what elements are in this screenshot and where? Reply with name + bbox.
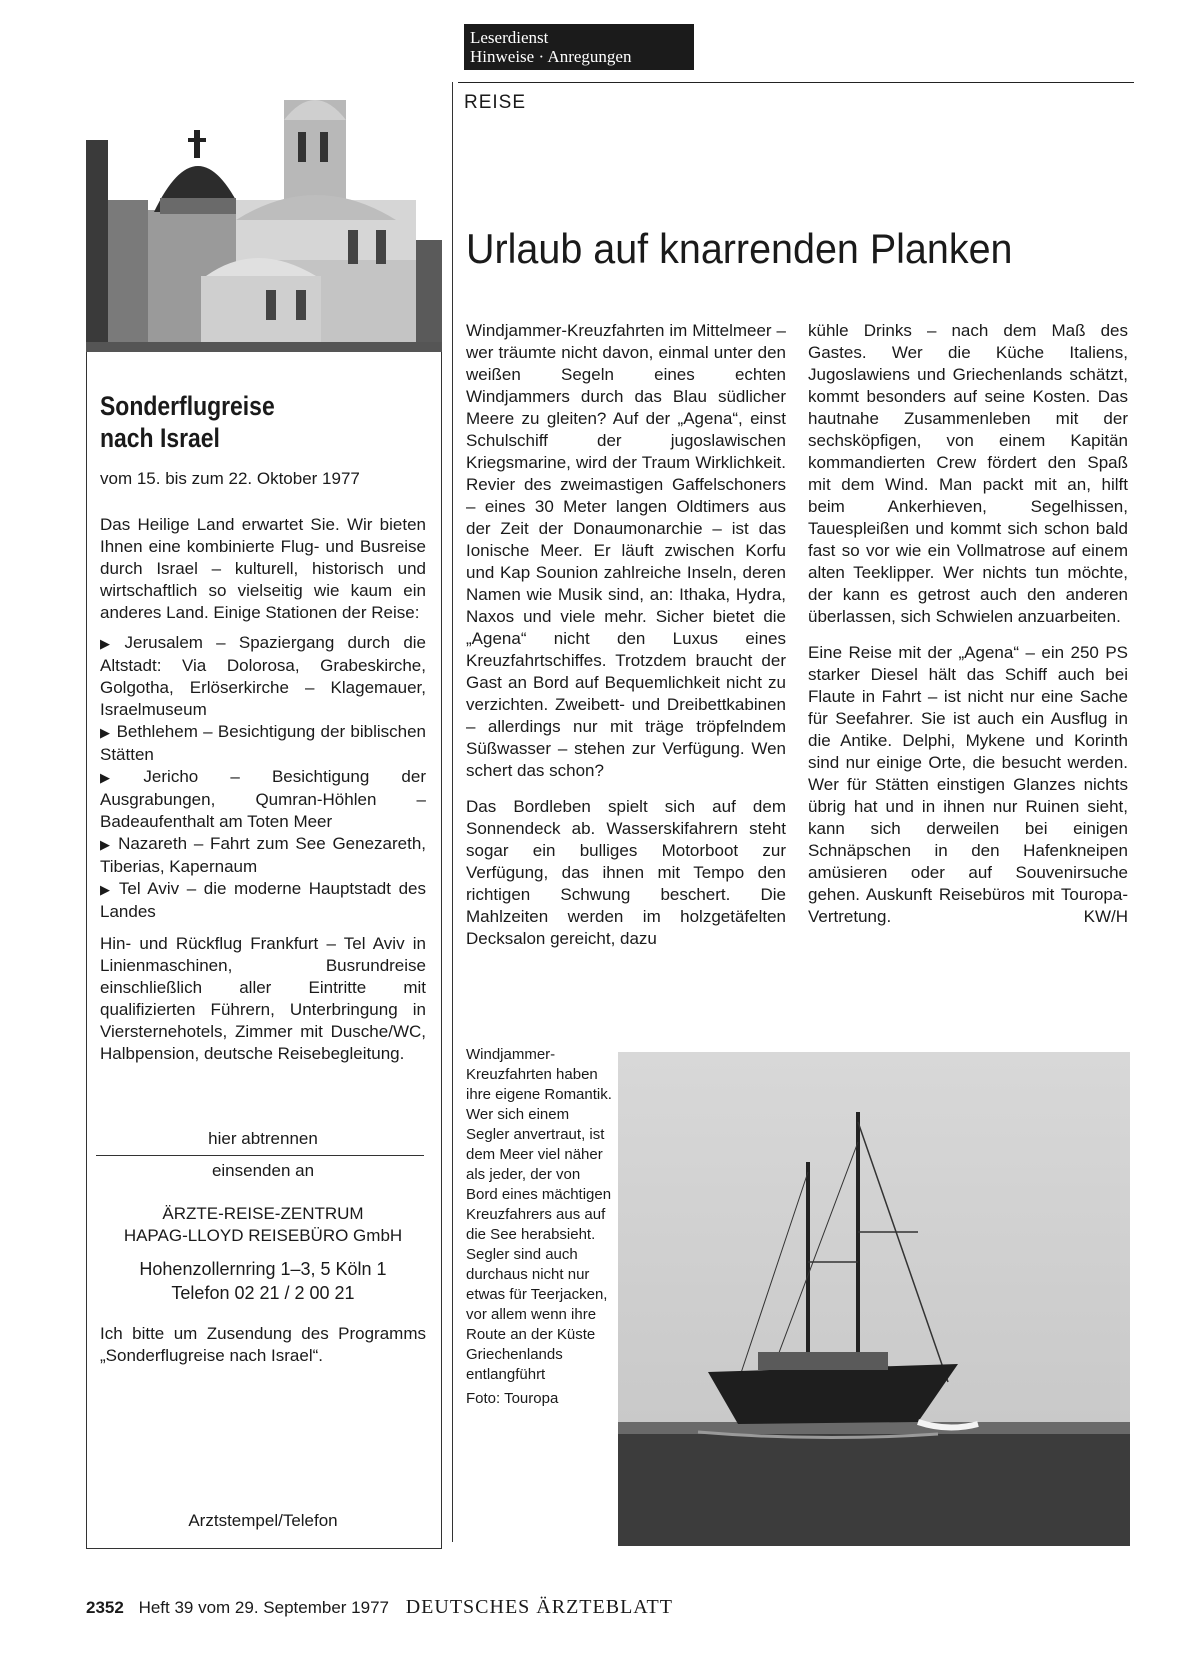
article-paragraph: Eine Reise mit der „Agena“ – ein 250 PS starker Diesel hält das Schiff auch bei Flaute in Fahrt – ist nicht nur eine Sache für Seefahrer. Sie ist auch ein Ausflug in die Antike. Delphi, Mykene und Korinth sind nur einige Orte, die besucht werden. Wer für Stätten einstigen Glanzes nichts übrig hat und in ihnen nur Ruinen sieht, kann sich derweilen bei einigen Schnäpschen in den Hafenkneipen amüsieren oder auf Souvenirsuche gehen. Auskunft Reisebüros mit Touropa-Vertretung. KW/H bbox=[808, 643, 1128, 926]
sidebar-title-line-1: Sonderflugreise bbox=[100, 391, 275, 421]
top-rule bbox=[458, 82, 1134, 83]
issue-info: Heft 39 vom 29. September 1977 bbox=[138, 1598, 389, 1617]
organization-name bbox=[100, 1203, 426, 1247]
send-to-label: einsenden an bbox=[211, 1161, 315, 1180]
author-signature: KW/H bbox=[1083, 907, 1128, 926]
sidebar-title bbox=[100, 390, 381, 454]
station-item: ▶ Bethlehem – Besichtigung der biblischen Stätten bbox=[100, 722, 427, 764]
label-line-2: Hinweise · Anregungen bbox=[470, 47, 632, 66]
station-item: ▶ Nazareth – Fahrt zum See Genezareth, Tiberias, Kapernaum bbox=[100, 834, 426, 876]
coupon-border-left bbox=[86, 352, 87, 1548]
coupon-border-bottom bbox=[86, 1548, 442, 1549]
stamp-label: Arztstempel/Telefon bbox=[188, 1511, 338, 1530]
cut-here-label: hier abtrennen bbox=[208, 1129, 318, 1148]
column-divider bbox=[452, 82, 453, 1542]
sidebar-body bbox=[100, 514, 426, 1065]
sidebar-intro: Das Heilige Land erwartet Sie. Wir bieten Ihnen eine kombinierte Flug- und Busreise durch Israel – kulturell, historisch und wirtschaftlich so vielseitig wie kaum ein anderes Land. Einige Stationen der Reise: bbox=[100, 515, 426, 622]
caption-text: Windjammer-Kreuzfahrten haben ihre eigene Romantik. Wer sich einem Segler anvertraut, ist dem Meer viel näher als jeder, der von Bord eines mächtigen Kreuzfahrers aus auf die See herabsieht. Segler sind auch durchaus nicht nur etwas für Teerjacken, vor allem wenn ihre Route an der Küste Griechenlands entlangführt bbox=[466, 1046, 612, 1383]
photo-credit: Foto: Touropa bbox=[466, 1390, 559, 1407]
address-line-2: Telefon 02 21 / 2 00 21 bbox=[171, 1283, 355, 1303]
play-arrow-icon: ▶ bbox=[100, 636, 119, 651]
church-photo bbox=[86, 80, 442, 352]
article-paragraph: Das Bordleben spielt sich auf dem Sonnendeck ab. Wasserskifahrern steht sogar ein bulliges Motorboot zur Verfügung, das ihnen mit Tempo den richtigen Schwung beschert. Die Mahlzeiten werden im holzgetäfelten Decksalon gereicht, dazu bbox=[466, 797, 786, 948]
article-column-2 bbox=[808, 320, 1128, 928]
request-text: Ich bitte um Zusendung des Programms „Sonderflugreise nach Israel“. bbox=[100, 1324, 426, 1365]
article-column-1 bbox=[466, 320, 786, 950]
magazine-name: DEUTSCHES ÄRZTEBLATT bbox=[405, 1596, 673, 1618]
cut-line bbox=[96, 1155, 424, 1156]
address-line-1: Hohenzollernring 1–3, 5 Köln 1 bbox=[139, 1259, 387, 1279]
page-footer bbox=[86, 1596, 673, 1619]
article-paragraph: Windjammer-Kreuzfahrten im Mittelmeer – wer träumte nicht davon, einmal unter den weißen Segeln eines echten Windjammers durch das Blau südlicher Meere zu gleiten? Auf der „Agena“, einst Schulschiff der jugoslawischen Kriegsmarine, wird der Traum Wirklichkeit. Revier des zweimastigen Gaffelschoners – eines 30 Meter langen Oldtimers aus der Zeit der Donaumonarchie – ist das Ionische Meer. Er läuft zwischen Korfu und Kap Sounion zahlreiche Inseln, deren Namen wie Musik sind, an: Ithaka, Hydra, Naxos und viele mehr. Sicher bietet die „Agena“ nicht den Luxus eines Kreuzfahrtschiffes. Trotzdem braucht der Gast an Bord auf Bequemlichkeit nicht zu verzichten. Zweibett- und Dreibettkabinen – allerdings nur mit träge tröpfelndem Süßwasser – stehen zur Verfügung. Wen schert das schon? bbox=[466, 321, 786, 780]
section-label-box bbox=[464, 24, 694, 70]
station-item: ▶ Jericho – Besichtigung der Ausgrabungen, Qumran-Höhlen – Badeaufenthalt am Toten Meer bbox=[100, 767, 427, 831]
coupon-border-right bbox=[441, 352, 442, 1548]
sidebar-dates: vom 15. bis zum 22. Oktober 1977 bbox=[100, 469, 360, 488]
sidebar-flight-info: Hin- und Rückflug Frankfurt – Tel Aviv in Linienmaschinen, Busrundreise einschließlich aller Eintritte mit qualifizierten Führern, Unterbringung in Viersternehotels, Zimmer mit Dusche/WC, Halbpension, deutsche Reisebegleitung. bbox=[100, 934, 426, 1063]
station-item: ▶ Jerusalem – Spaziergang durch die Altstadt: Via Dolorosa, Grabeskirche, Golgotha, Erlöserkirche – Klagemauer, Israelmuseum bbox=[100, 633, 427, 719]
page-number: 2352 bbox=[86, 1598, 124, 1617]
play-arrow-icon: ▶ bbox=[100, 882, 113, 897]
article-headline: Urlaub auf knarrenden Planken bbox=[466, 225, 1013, 272]
play-arrow-icon: ▶ bbox=[100, 770, 138, 785]
address-block bbox=[100, 1257, 426, 1305]
org-line-2: HAPAG-LLOYD REISEBÜRO GmbH bbox=[123, 1226, 403, 1245]
label-line-1: Leserdienst bbox=[470, 28, 549, 47]
article-paragraph: kühle Drinks – nach dem Maß des Gastes. Wer die Küche Italiens, Jugoslawiens und Griechenlands schätzt, kommt besonders auf seine Kosten. Das hautnahe Zusammenleben mit der sechsköpfigen, von einem Kapitän kommandierten Crew fördert den Spaß mit dem Wind. Man packt mit an, hilft beim Ankerhieven, Segelhissen, Tauespleißen und kommt sich schon bald fast so vor wie ein Vollmatrose auf einem alten Teeklipper. Wer nichts tun möchte, der kann es getrost auch den anderen überlassen, sich Schwielen anzuarbeiten. bbox=[808, 321, 1128, 626]
sidebar-title-line-2: nach Israel bbox=[100, 423, 220, 453]
ship-photo bbox=[618, 1052, 1130, 1546]
play-arrow-icon: ▶ bbox=[100, 837, 113, 852]
photo-caption bbox=[466, 1045, 616, 1409]
org-line-1: ÄRZTE-REISE-ZENTRUM bbox=[162, 1204, 364, 1223]
section-title: REISE bbox=[464, 92, 527, 113]
station-item: ▶ Tel Aviv – die moderne Hauptstadt des Landes bbox=[100, 879, 426, 921]
play-arrow-icon: ▶ bbox=[100, 725, 111, 740]
